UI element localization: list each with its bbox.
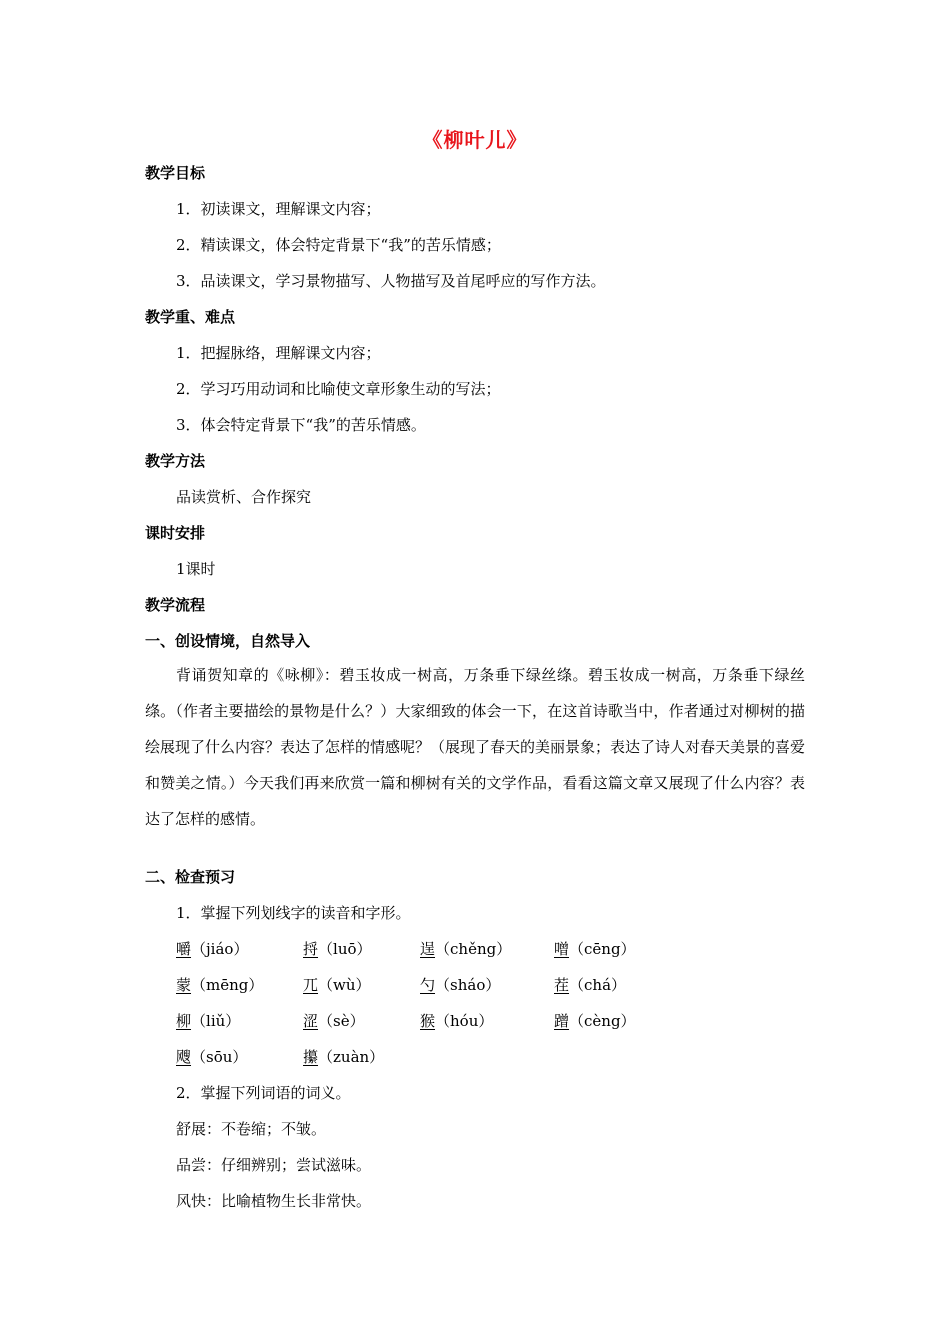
section1-heading: 一、创设情境，自然导入 xyxy=(145,632,311,650)
document-title: 《柳叶儿》 xyxy=(422,128,528,152)
word-item xyxy=(554,1011,636,1031)
schedule-heading: 课时安排 xyxy=(145,524,206,542)
method-heading: 教学方法 xyxy=(145,452,206,470)
word-pinyin: （hóu） xyxy=(435,1012,494,1030)
word-char: 兀 xyxy=(303,976,319,994)
word-item xyxy=(176,975,263,995)
word-char: 嚼 xyxy=(176,940,192,958)
word-item xyxy=(176,939,248,959)
word-char: 勺 xyxy=(420,976,436,994)
goal-item: 2．精读课文，体会特定背景下“我”的苦乐情感； xyxy=(176,236,501,254)
goals-heading: 教学目标 xyxy=(145,164,206,182)
word-item xyxy=(303,975,371,995)
word-pinyin: （cēng） xyxy=(569,940,636,958)
goal-item: 1．初读课文，理解课文内容； xyxy=(176,200,381,218)
word-pinyin: （chěng） xyxy=(435,940,512,958)
method-text: 品读赏析、合作探究 xyxy=(176,488,312,506)
word-char: 逞 xyxy=(420,940,436,958)
process-heading: 教学流程 xyxy=(145,596,206,614)
task2-text: 2．掌握下列词语的词义。 xyxy=(176,1084,351,1102)
word-pinyin: （sháo） xyxy=(435,976,501,994)
word-item xyxy=(303,1047,384,1067)
word-char: 蒙 xyxy=(176,976,192,994)
word-pinyin: （mēng） xyxy=(191,976,264,994)
word-char: 攥 xyxy=(303,1048,319,1066)
word-item xyxy=(420,1011,493,1031)
word-item xyxy=(303,1011,365,1031)
definition-item: 舒展：不卷缩；不皱。 xyxy=(176,1120,327,1138)
word-char: 蹭 xyxy=(554,1012,570,1030)
definition-item: 品尝：仔细辨别；尝试滋味。 xyxy=(176,1156,372,1174)
goal-item: 3．品读课文，学习景物描写、人物描写及首尾呼应的写作方法。 xyxy=(176,272,606,290)
word-pinyin: （liǔ） xyxy=(191,1012,241,1030)
word-item xyxy=(303,939,372,959)
word-pinyin: （sōu） xyxy=(191,1048,248,1066)
word-pinyin: （wù） xyxy=(318,976,371,994)
word-pinyin: （cèng） xyxy=(569,1012,636,1030)
word-pinyin: （sè） xyxy=(318,1012,365,1030)
word-item xyxy=(554,939,636,959)
schedule-text: 1课时 xyxy=(176,560,216,578)
word-char: 捋 xyxy=(303,940,319,958)
word-char: 柳 xyxy=(176,1012,192,1030)
word-item xyxy=(420,939,511,959)
word-char: 噌 xyxy=(554,940,570,958)
word-pinyin: （luō） xyxy=(318,940,372,958)
word-item xyxy=(420,975,500,995)
word-char: 飕 xyxy=(176,1048,192,1066)
intro-paragraph: 背诵贺知章的《咏柳》：碧玉妆成一树高，万条垂下绿丝绦。碧玉妆成一树高，万条垂下绿丝绦。（作者主要描绘的景物是什么？）大家细致的体会一下，在这首诗歌当中，作者通过对柳树的描绘展现了什么内容？表达了怎样的情感呢？（展现了春天的美丽景象；表达了诗人对春天美景的喜爱和赞美之情。）今天我们再来欣赏一篇和柳树有关的文学作品，看看这篇文章又展现了什么内容？表达了怎样的感情。 xyxy=(145,666,806,828)
key-points-heading: 教学重、难点 xyxy=(145,308,236,326)
word-char: 茬 xyxy=(554,976,570,994)
word-item xyxy=(176,1011,240,1031)
word-char: 猴 xyxy=(420,1012,436,1030)
key-point-item: 2．学习巧用动词和比喻使文章形象生动的写法； xyxy=(176,380,501,398)
task1-text: 1．掌握下列划线字的读音和字形。 xyxy=(176,904,411,922)
word-item xyxy=(176,1047,247,1067)
word-pinyin: （chá） xyxy=(569,976,627,994)
section2-heading: 二、检查预习 xyxy=(145,868,236,886)
word-pinyin: （zuàn） xyxy=(318,1048,385,1066)
word-pinyin: （jiáo） xyxy=(191,940,249,958)
key-point-item: 3．体会特定背景下“我”的苦乐情感。 xyxy=(176,416,426,434)
word-item xyxy=(554,975,626,995)
word-char: 涩 xyxy=(303,1012,319,1030)
definition-item: 风快：比喻植物生长非常快。 xyxy=(176,1192,372,1210)
key-point-item: 1．把握脉络，理解课文内容； xyxy=(176,344,381,362)
